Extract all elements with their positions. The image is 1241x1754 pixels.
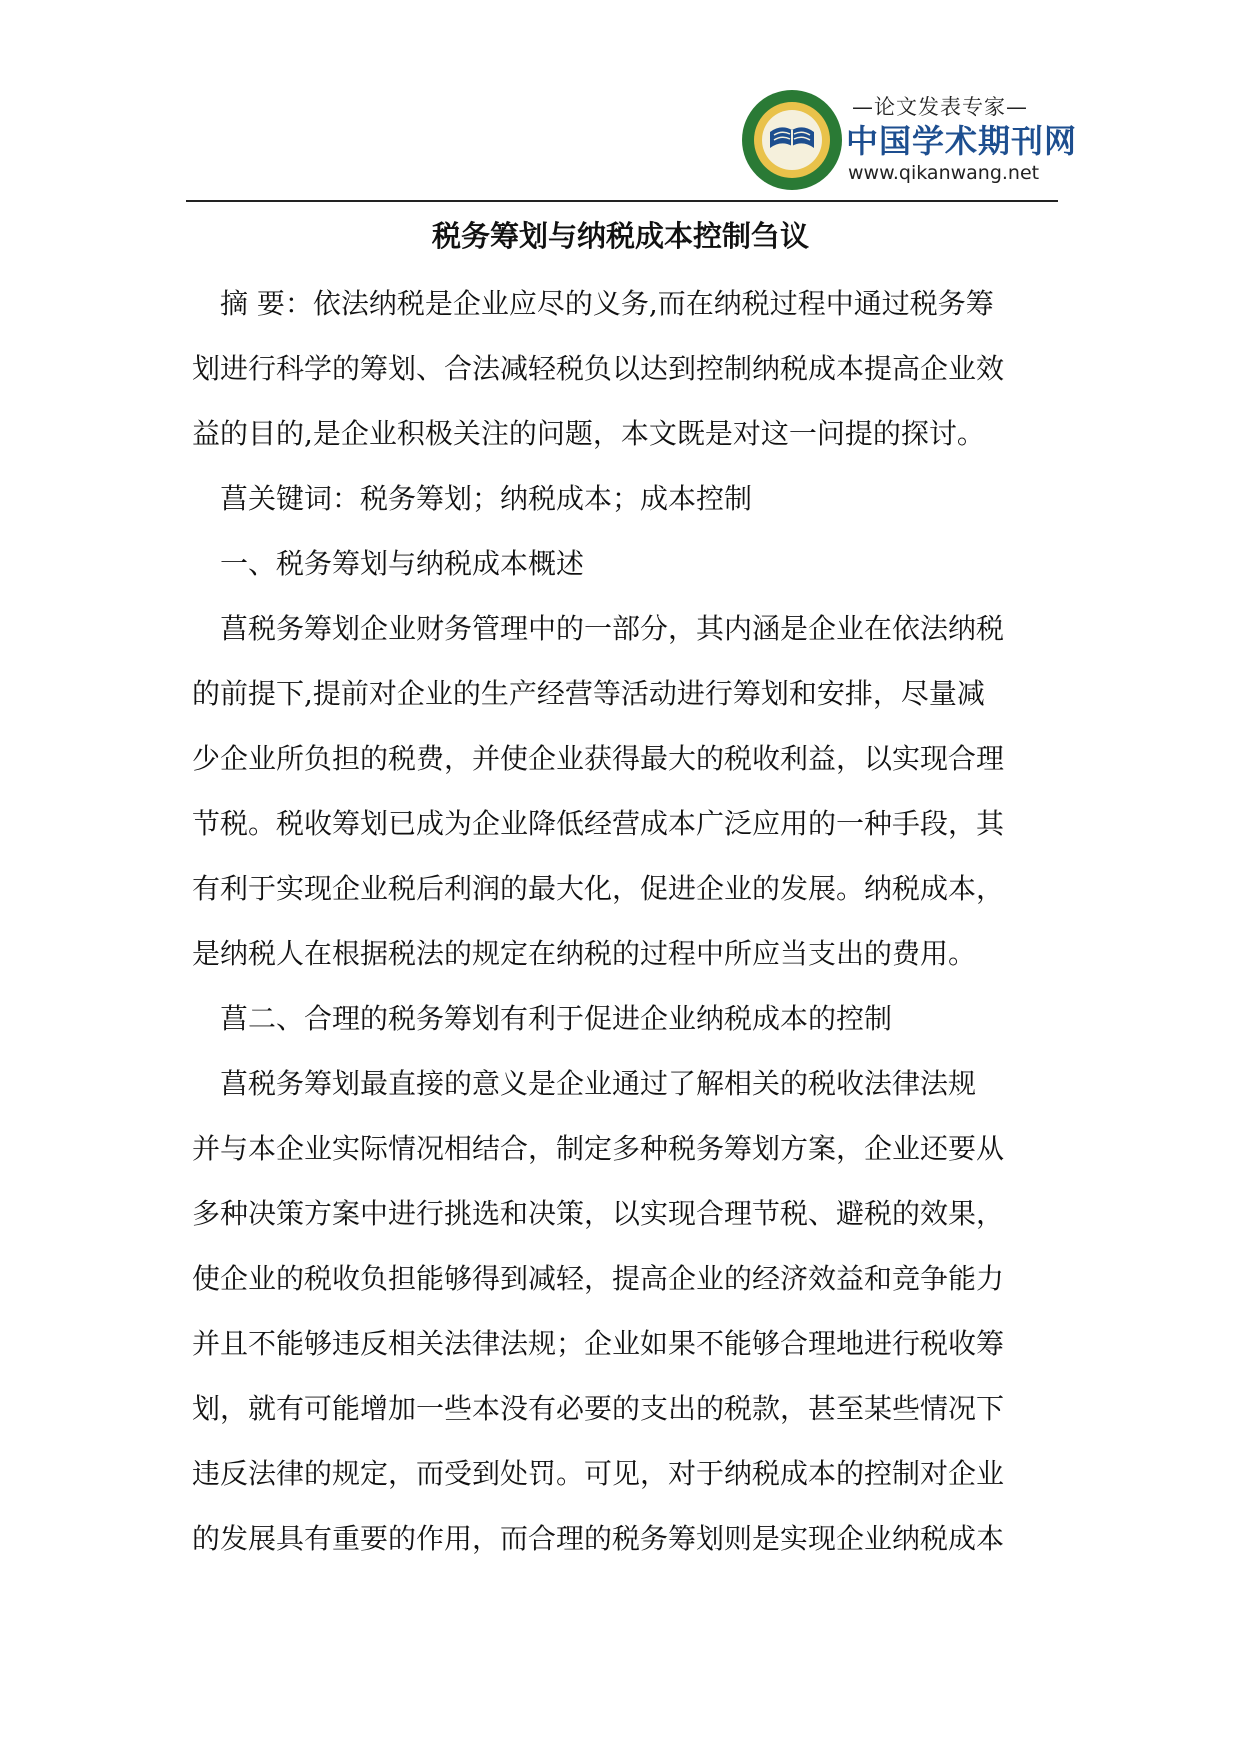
body-line: 多种决策方案中进行挑选和决策，以实现合理节税、避税的效果， xyxy=(192,1197,1005,1230)
logo-slogan: —论文发表专家— xyxy=(852,95,1028,119)
body-line: 有利于实现企业税后利润的最大化，促进企业的发展。纳税成本， xyxy=(192,872,1005,905)
body-line: 的前提下,提前对企业的生产经营等活动进行筹划和安排，尽量减 xyxy=(192,677,985,710)
logo-url: www.qikanwang.net xyxy=(848,162,1040,184)
body-line: 并与本企业实际情况相结合，制定多种税务筹划方案，企业还要从 xyxy=(192,1132,1005,1165)
body-line: 使企业的税收负担能够得到减轻，提高企业的经济效益和竞争能力 xyxy=(192,1262,1005,1295)
document-title: 税务筹划与纳税成本控制刍议 xyxy=(431,219,809,253)
section-heading: 菖二、合理的税务筹划有利于促进企业纳税成本的控制 xyxy=(220,1002,893,1035)
body-line: 节税。税收筹划已成为企业降低经营成本广泛应用的一种手段，其 xyxy=(192,807,1005,840)
keywords-line: 菖关键词：税务筹划；纳税成本；成本控制 xyxy=(220,482,753,515)
body-line: 益的目的,是企业积极关注的问题，本文既是对这一问提的探讨。 xyxy=(192,417,985,450)
body-line: 的发展具有重要的作用，而合理的税务筹划则是实现企业纳税成本 xyxy=(192,1522,1005,1555)
logo-name: 中国学术期刊网 xyxy=(846,122,1078,160)
book-globe-logo-icon xyxy=(740,88,844,192)
body-line: 菖税务筹划最直接的意义是企业通过了解相关的税收法律法规 xyxy=(220,1067,977,1100)
body-line: 是纳税人在根据税法的规定在纳税的过程中所应当支出的费用。 xyxy=(192,937,977,970)
body-line: 摘 要：依法纳税是企业应尽的义务,而在纳税过程中通过税务筹 xyxy=(220,287,994,320)
body-line: 并且不能够违反相关法律法规；企业如果不能够合理地进行税收筹 xyxy=(192,1327,1005,1360)
body-line: 违反法律的规定，而受到处罚。可见，对于纳税成本的控制对企业 xyxy=(192,1457,1005,1490)
document-body xyxy=(192,271,1052,1571)
body-line: 划进行科学的筹划、合法减轻税负以达到控制纳税成本提高企业效 xyxy=(192,352,1005,385)
body-line: 划，就有可能增加一些本没有必要的支出的税款，甚至某些情况下 xyxy=(192,1392,1005,1425)
logo-text-block xyxy=(846,94,1078,184)
journal-logo xyxy=(740,88,1078,198)
body-line: 少企业所负担的税费，并使企业获得最大的税收利益，以实现合理 xyxy=(192,742,1005,775)
header-divider xyxy=(186,200,1058,202)
body-line: 菖税务筹划企业财务管理中的一部分，其内涵是企业在依法纳税 xyxy=(220,612,1005,645)
section-heading: 一、税务筹划与纳税成本概述 xyxy=(220,547,585,580)
